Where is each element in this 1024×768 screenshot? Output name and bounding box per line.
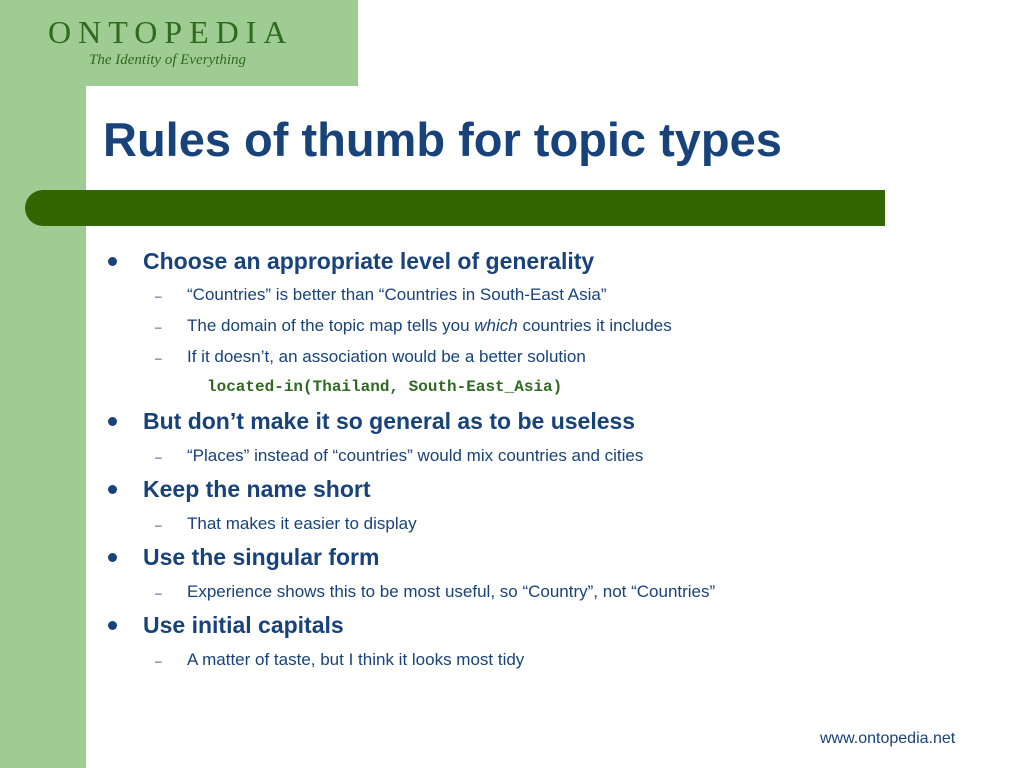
brand-tagline: The Identity of Everything — [89, 52, 247, 68]
sub-bullet-item: That makes it easier to display — [187, 514, 417, 533]
title-underline-bar — [25, 190, 885, 226]
sub-bullet-item: If it doesn’t, an association would be a better solution — [187, 347, 586, 366]
sub-bullet-item: A matter of taste, but I think it looks most tidy — [187, 650, 525, 669]
sub-bullet-item — [187, 316, 672, 336]
bullet-item: But don’t make it so general as to be useless — [143, 408, 636, 434]
bullet-dot-icon — [108, 553, 117, 562]
brand-logo-text: ONTOPEDIA — [48, 14, 294, 50]
sub-bullet-item: Experience shows this to be most useful, so “Country”, not “Countries” — [187, 582, 716, 601]
sub-bullet-text: countries it includes — [517, 316, 672, 335]
sub-bullet-dash: – — [155, 586, 162, 600]
sub-bullet-text: The domain of the topic map tells you — [187, 316, 475, 335]
footer-url: www.ontopedia.net — [820, 730, 956, 747]
code-example: located-in(Thailand, South-East_Asia) — [207, 378, 563, 396]
bullet-item: Keep the name short — [143, 476, 371, 502]
bullet-item: Use initial capitals — [143, 612, 344, 638]
sub-bullet-dash: – — [155, 320, 162, 334]
sub-bullet-dash: – — [155, 654, 162, 668]
bullet-item: Use the singular form — [143, 544, 380, 570]
bullet-dot-icon — [108, 257, 117, 266]
sub-bullet-dash: – — [155, 450, 162, 464]
sub-bullet-item: “Countries” is better than “Countries in South-East Asia” — [187, 285, 607, 304]
emphasis-which: which — [474, 316, 518, 335]
sub-bullet-item: “Places” instead of “countries” would mix countries and cities — [187, 446, 644, 465]
bullet-dot-icon — [108, 417, 117, 426]
slide-title: Rules of thumb for topic types — [103, 113, 782, 166]
bullet-dot-icon — [108, 621, 117, 630]
bullet-item: Choose an appropriate level of generality — [143, 248, 595, 274]
sub-bullet-dash: – — [155, 351, 162, 365]
left-green-band — [0, 0, 86, 768]
sub-bullet-dash: – — [155, 518, 162, 532]
sub-bullet-dash: – — [155, 289, 162, 303]
bullet-dot-icon — [108, 485, 117, 494]
